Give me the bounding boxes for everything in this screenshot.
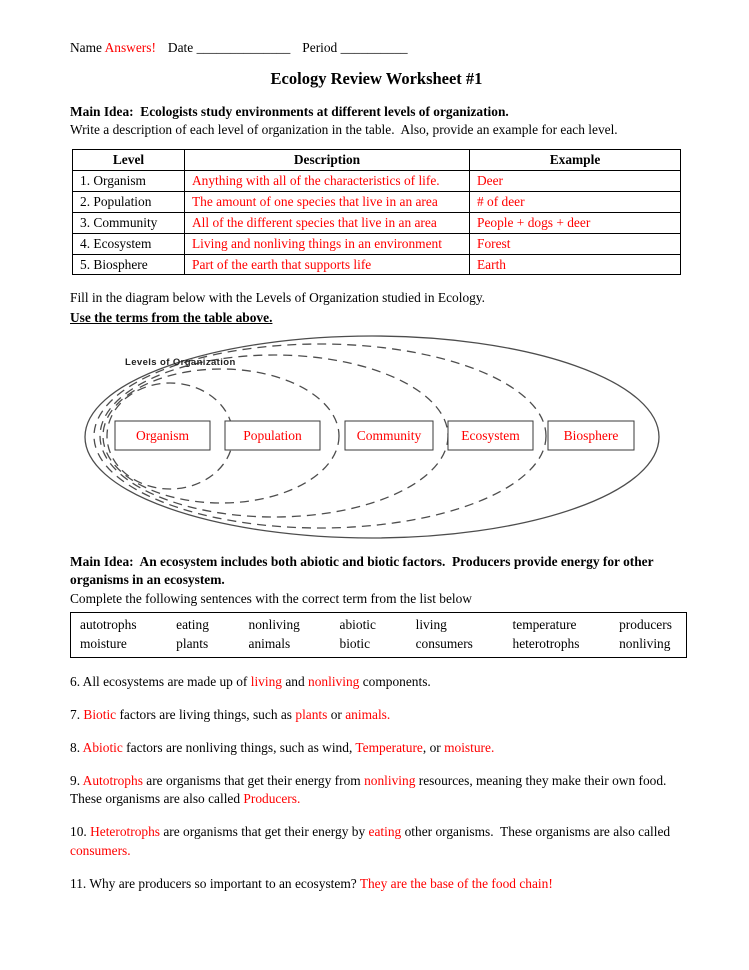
table-header-row <box>73 150 681 171</box>
diagram-subtitle: Use the terms from the table above. <box>70 310 273 326</box>
col-header-example: Example <box>470 150 681 171</box>
example-cell: Earth <box>470 254 681 275</box>
example-cell: Deer <box>470 171 681 192</box>
name-label: Name <box>70 40 102 55</box>
word-bank-term: producers <box>619 617 672 633</box>
table-row <box>73 212 681 233</box>
section1-instructions: Write a description of each level of organization in the table. Also, provide an example for each level. <box>70 121 618 137</box>
main-idea-2: Main Idea: An ecosystem includes both abiotic and biotic factors. Producers provide energy for other organisms in an ecosystem. <box>70 554 657 587</box>
question-text: are organisms that get their energy by <box>160 824 369 840</box>
example-cell: # of deer <box>470 192 681 213</box>
answer-text: living <box>250 673 282 689</box>
description-cell: All of the different species that live in an area <box>185 212 470 233</box>
diagram-label: Levels of Organization <box>125 357 236 369</box>
word-bank-term: autotrophs <box>80 617 137 633</box>
question-text: components. <box>359 673 431 689</box>
example-cell: People + dogs + deer <box>470 212 681 233</box>
question-text: factors are nonliving things, such as wind, <box>122 740 356 756</box>
term-box-organism <box>115 421 210 450</box>
word-bank-term: heterotrophs <box>512 635 580 651</box>
answer-text: Temperature <box>355 740 423 756</box>
period-blank: __________ <box>340 40 408 55</box>
question-11 <box>70 875 683 893</box>
question-7 <box>70 706 683 724</box>
word-bank-term: temperature <box>512 617 577 633</box>
question-10 <box>70 823 683 859</box>
question-text: 7. <box>70 707 84 723</box>
answer-text: Autotrophs <box>82 773 143 789</box>
question-text: factors are living things, such as <box>116 707 296 723</box>
term-box-biosphere <box>548 421 634 450</box>
question-text: other organisms. These organisms are also called <box>401 824 674 840</box>
worksheet-content <box>70 40 683 893</box>
word-bank-term: nonliving <box>248 617 300 633</box>
word-bank-term: biotic <box>339 635 371 651</box>
period-label: Period <box>302 40 338 55</box>
answer-text: Heterotrophs <box>90 824 161 840</box>
word-bank-grid <box>80 616 672 652</box>
level-cell: 5. Biosphere <box>73 254 185 275</box>
question-text: resources, meaning they make their own food. These organisms are also called <box>70 773 673 807</box>
col-header-level: Level <box>73 150 185 171</box>
table-row <box>73 171 681 192</box>
description-cell: Living and nonliving things in an environment <box>185 233 470 254</box>
term-box-ecosystem <box>448 421 533 450</box>
table-row <box>73 233 681 254</box>
level-cell: 4. Ecosystem <box>73 233 185 254</box>
word-bank <box>70 612 687 658</box>
example-cell: Forest <box>470 233 681 254</box>
answer-text: Producers. <box>243 791 301 807</box>
question-8 <box>70 739 683 757</box>
level-cell: 1. Organism <box>73 171 185 192</box>
question-text: 10. <box>70 824 91 840</box>
page-title: Ecology Review Worksheet #1 <box>270 69 483 88</box>
main-idea-1: Main Idea: Ecologists study environments at different levels of organization. <box>70 104 509 119</box>
word-bank-term: living <box>415 617 447 633</box>
description-cell: Anything with all of the characteristics of life. <box>185 171 470 192</box>
word-bank-term: eating <box>176 617 209 633</box>
term-label: Population <box>243 428 302 444</box>
question-text: are organisms that get their energy from <box>142 773 365 789</box>
date-label: Date <box>167 40 194 55</box>
answer-text: Abiotic <box>82 740 123 756</box>
word-bank-term: abiotic <box>339 617 376 633</box>
question-text: 11. Why are producers so important to an ecosystem? <box>70 875 360 891</box>
levels-of-organization-diagram <box>70 332 675 545</box>
word-bank-term: consumers <box>415 635 473 651</box>
answer-text: moisture. <box>444 740 495 756</box>
answer-text: nonliving <box>364 773 416 789</box>
question-text: and <box>281 673 309 689</box>
word-bank-term: plants <box>176 635 209 651</box>
word-bank-term: nonliving <box>619 635 671 651</box>
word-bank-term: moisture <box>80 635 127 651</box>
question-6 <box>70 673 683 691</box>
word-bank-term: animals <box>248 635 291 651</box>
name-date-period-line <box>70 40 683 56</box>
term-box-population <box>225 421 320 450</box>
term-label: Biosphere <box>563 428 619 444</box>
diagram-intro: Fill in the diagram below with the Levels of Organization studied in Ecology. <box>70 290 486 306</box>
name-answer: Answers! <box>104 40 156 55</box>
levels-table <box>72 149 681 275</box>
answer-text: animals. <box>345 707 391 723</box>
answer-text: plants <box>295 707 328 723</box>
section2-instructions: Complete the following sentences with the correct term from the list below <box>70 591 472 607</box>
term-label: Community <box>356 428 422 444</box>
date-blank: ______________ <box>196 40 291 55</box>
level-cell: 2. Population <box>73 192 185 213</box>
answer-text: nonliving <box>308 673 360 689</box>
answer-text: consumers. <box>70 842 131 858</box>
question-text: 8. <box>70 740 83 756</box>
term-label: Ecosystem <box>461 428 520 444</box>
question-text: , or <box>422 740 445 756</box>
description-cell: The amount of one species that live in an area <box>185 192 470 213</box>
question-text: 9. <box>70 773 83 789</box>
answer-text: Biotic <box>83 707 117 723</box>
question-text: 6. All ecosystems are made up of <box>70 673 251 689</box>
col-header-description: Description <box>185 150 470 171</box>
table-row <box>73 192 681 213</box>
answer-text: eating <box>368 824 402 840</box>
answer-text: They are the base of the food chain! <box>359 875 553 891</box>
question-9 <box>70 772 683 808</box>
term-box-community <box>345 421 433 450</box>
question-text: or <box>327 707 346 723</box>
term-label: Organism <box>136 428 189 444</box>
diagram-wrap <box>70 332 683 549</box>
description-cell: Part of the earth that supports life <box>185 254 470 275</box>
level-cell: 3. Community <box>73 212 185 233</box>
table-row <box>73 254 681 275</box>
